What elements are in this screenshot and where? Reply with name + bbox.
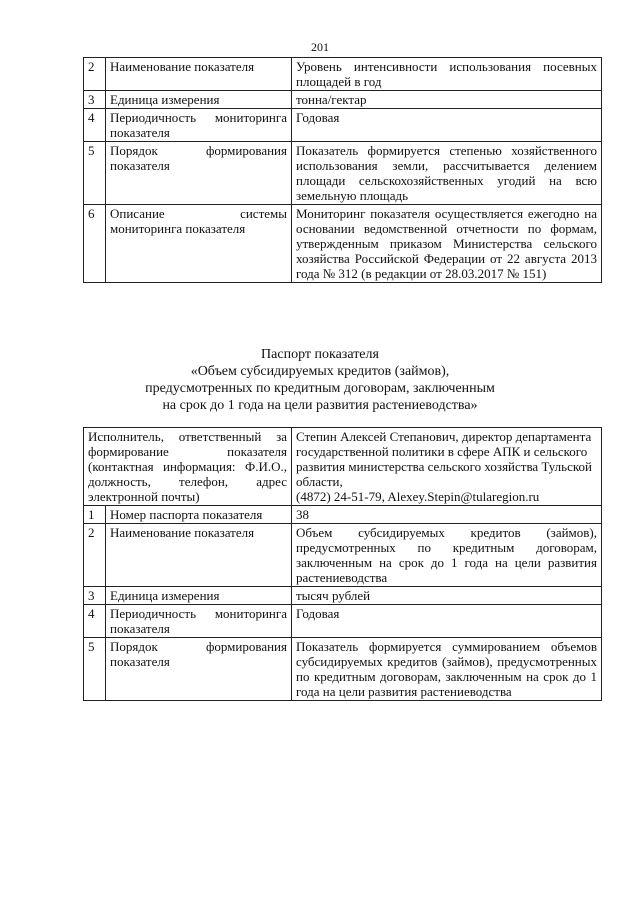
table-row [84,142,602,205]
row-value: Годовая [292,605,602,638]
row-value: 38 [292,506,602,524]
row-number: 5 [84,142,106,205]
row-label: Наименование показателя [106,524,292,587]
table-row [84,638,602,701]
indicator-passport-table [83,427,602,701]
passport-title-line: на срок до 1 года на цели развития растениеводства» [162,398,478,413]
row-label: Номер паспорта показателя [106,506,292,524]
row-label: Периодичность мониторинга показателя [106,605,292,638]
table-row [84,524,602,587]
row-number: 4 [84,109,106,142]
row-value: Годовая [292,109,602,142]
row-number: 3 [84,91,106,109]
row-number: 2 [84,58,106,91]
row-label: Порядок формирования показателя [106,142,292,205]
row-label: Описание системы мониторинга показателя [106,205,292,283]
row-value: Показатель формируется степенью хозяйственного использования земли, рассчитывается делением площади сельскохозяйственных угодий на всю земельную площадь [292,142,602,205]
responsible-label: Исполнитель, ответственный за формирование показателя (контактная информация: Ф.И.О., должность, телефон, адрес электронной почты) [84,428,292,506]
table-row [84,205,602,283]
row-value: Уровень интенсивности использования посевных площадей в год [292,58,602,91]
row-label: Порядок формирования показателя [106,638,292,701]
table-row [84,58,602,91]
table-row [84,91,602,109]
responsible-value [292,428,602,506]
passport-title-line: предусмотренных по кредитным договорам, заключенным [145,381,495,396]
row-value: тысяч рублей [292,587,602,605]
row-value: тонна/гектар [292,91,602,109]
row-number: 2 [84,524,106,587]
table-row-responsible [84,428,602,506]
row-number: 1 [84,506,106,524]
row-label: Единица измерения [106,91,292,109]
row-number: 6 [84,205,106,283]
row-number: 5 [84,638,106,701]
row-label: Единица измерения [106,587,292,605]
page-number: 201 [311,40,329,54]
row-value: Мониторинг показателя осуществляется ежегодно на основании ведомственной отчетности по формам, утвержденным приказом Министерства сельского хозяйства Российской Федерации от 22 августа 2013 года № 312 (в редакции от 28.03.2017 № 151) [292,205,602,283]
table-row [84,587,602,605]
table-row [84,109,602,142]
row-number: 3 [84,587,106,605]
responsible-contact: (4872) 24-51-79, Alexey.Stepin@tularegion.ru [296,489,540,504]
table-row [84,506,602,524]
passport-title-line: «Объем субсидируемых кредитов (займов), [190,364,450,379]
responsible-name: Степин Алексей Степанович, директор департамента государственной политики в сфере АПК и сельского развития министерства сельского хозяйства Тульской области, [296,429,592,489]
row-number: 4 [84,605,106,638]
passport-title [0,346,640,414]
row-value: Показатель формируется суммированием объемов субсидируемых кредитов (займов), предусмотренных по кредитным договорам, заключенным на срок до 1 года на цели развития растениеводства [292,638,602,701]
passport-title-line: Паспорт показателя [261,347,379,362]
row-label: Периодичность мониторинга показателя [106,109,292,142]
indicator-table-continued [83,57,602,283]
table-row [84,605,602,638]
row-label: Наименование показателя [106,58,292,91]
row-value: Объем субсидируемых кредитов (займов), предусмотренных по кредитным договорам, заключенным на срок до 1 года на цели развития растениеводства [292,524,602,587]
